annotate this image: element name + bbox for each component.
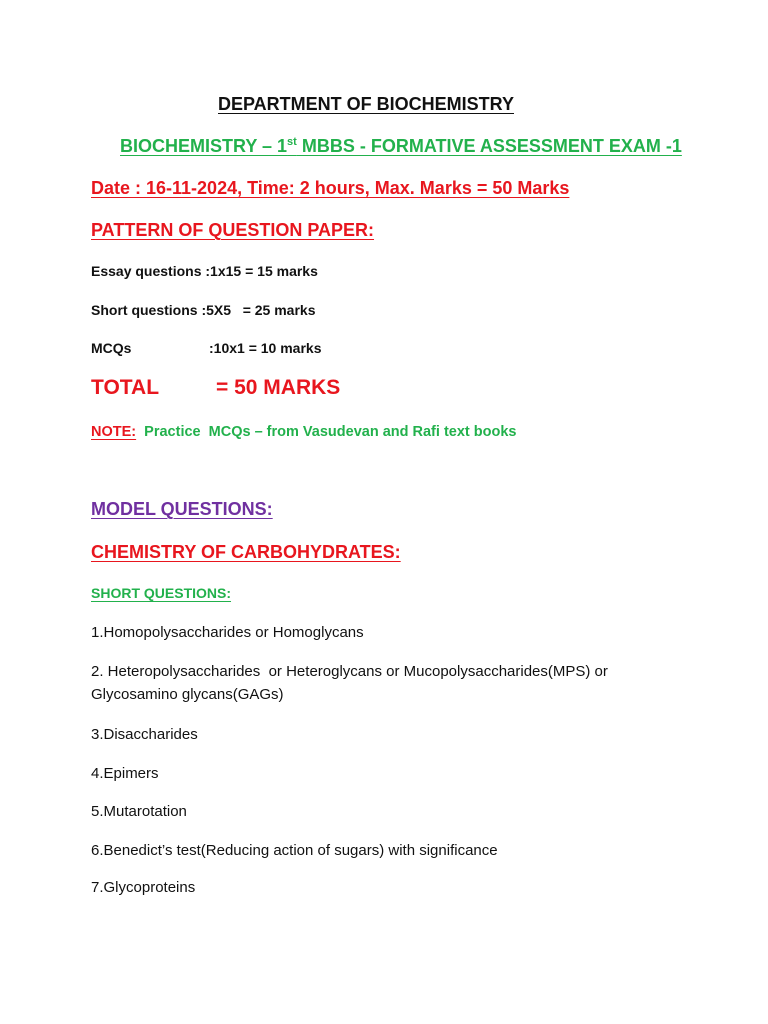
pattern-heading: PATTERN OF QUESTION PAPER: bbox=[91, 220, 375, 240]
exam-title-superscript: st bbox=[287, 136, 297, 148]
pattern-value: :1x15 = 15 marks bbox=[205, 263, 318, 279]
pattern-label: MCQs bbox=[91, 340, 132, 356]
pattern-row-essay bbox=[91, 263, 318, 279]
exam-date-line: Date : 16-11-2024, Time: 2 hours, Max. Marks = 50 Marks bbox=[91, 178, 570, 198]
question-item bbox=[91, 660, 608, 706]
question-item: 5.Mutarotation bbox=[91, 803, 187, 820]
question-line: 2. Heteropolysaccharides or Heteroglycans or Mucopolysaccharides(MPS) or bbox=[91, 663, 608, 680]
short-questions-heading: SHORT QUESTIONS: bbox=[91, 585, 232, 601]
question-item: 6.Benedict’s test(Reducing action of sugars) with significance bbox=[91, 842, 498, 859]
question-item: 7.Glycoproteins bbox=[91, 879, 196, 896]
note-text: Practice MCQs – from Vasudevan and Rafi text books bbox=[144, 424, 517, 440]
exam-title bbox=[120, 136, 682, 157]
total-label: TOTAL bbox=[91, 376, 160, 399]
question-item: 1.Homopolysaccharides or Homoglycans bbox=[91, 624, 364, 641]
pattern-value: :10x1 = 10 marks bbox=[209, 340, 322, 356]
exam-title-part1: BIOCHEMISTRY – 1 bbox=[120, 136, 288, 156]
pattern-row-short bbox=[91, 302, 315, 318]
pattern-row-mcq bbox=[91, 340, 321, 356]
question-line: Glycosamino glycans(GAGs) bbox=[91, 686, 284, 703]
exam-title-part2: MBBS - FORMATIVE ASSESSMENT EXAM -1 bbox=[296, 136, 682, 156]
topic-heading: CHEMISTRY OF CARBOHYDRATES: bbox=[91, 542, 401, 562]
pattern-label: Essay questions bbox=[91, 263, 202, 279]
model-questions-heading: MODEL QUESTIONS: bbox=[91, 499, 273, 519]
note-label: NOTE: bbox=[91, 424, 137, 440]
pattern-label: Short questions bbox=[91, 302, 198, 318]
question-item: 3.Disaccharides bbox=[91, 726, 198, 743]
question-item: 4.Epimers bbox=[91, 765, 159, 782]
department-title: DEPARTMENT OF BIOCHEMISTRY bbox=[218, 94, 514, 114]
total-row bbox=[91, 376, 340, 400]
total-value: = 50 MARKS bbox=[216, 376, 341, 399]
pattern-value: :5X5 = 25 marks bbox=[201, 302, 316, 318]
note-row bbox=[91, 424, 516, 440]
